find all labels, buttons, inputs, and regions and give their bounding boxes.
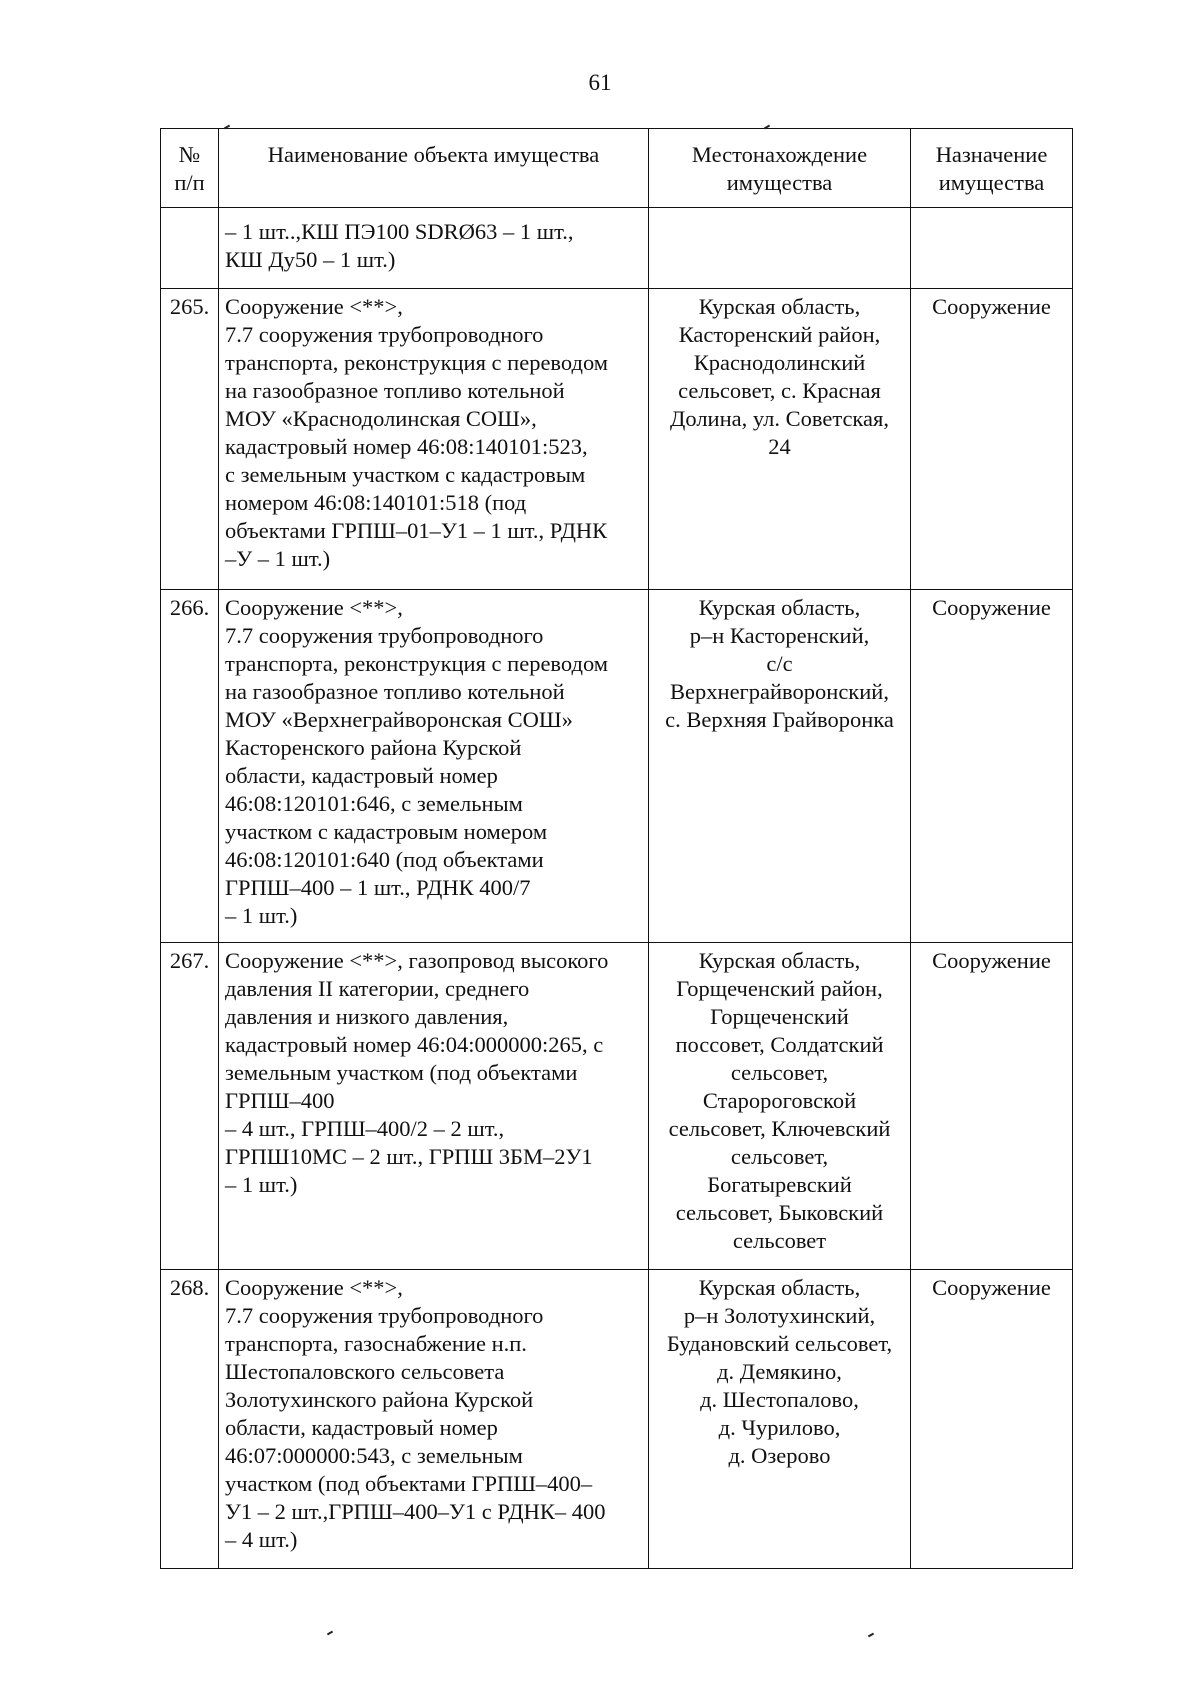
cell-location: Курская область, р–н Золотухинский, Будановский сельсовет, д. Демякино, д. Шестопалово, д. Чурилово, д. Озерово	[649, 1270, 911, 1569]
cell-purpose: Сооружение	[911, 590, 1073, 943]
cell-purpose	[911, 208, 1073, 289]
table-row	[161, 590, 1073, 943]
table-row	[161, 943, 1073, 1270]
table-row-continuation	[161, 208, 1073, 289]
scan-speck	[327, 1631, 333, 1636]
cell-num: 266.	[161, 590, 219, 943]
header-location: Местонахождение имущества	[649, 129, 911, 208]
cell-name: Сооружение <**>, газопровод высокого давления II категории, среднего давления и низкого давления, кадастровый номер 46:04:000000:265, с земельным участком (под объектами ГРПШ–400 – 4 шт., ГРПШ–400/2 – 2 шт., ГРПШ10МС – 2 шт., ГРПШ 3БМ–2У1 – 1 шт.)	[219, 943, 649, 1270]
cell-num: 267.	[161, 943, 219, 1270]
header-name: Наименование объекта имущества	[219, 129, 649, 208]
cell-name: Сооружение <**>, 7.7 сооружения трубопроводного транспорта, реконструкция с переводом на газообразное топливо котельной МОУ «Верхнеграйворонская СОШ» Касторенского района Курской области, кадастровый номер 46:08:120101:646, с земельным участком с кадастровым номером 46:08:120101:640 (под объектами ГРПШ–400 – 1 шт., РДНК 400/7 – 1 шт.)	[219, 590, 649, 943]
cell-num: 265.	[161, 289, 219, 590]
table-header-row	[161, 129, 1073, 208]
cell-num: 268.	[161, 1270, 219, 1569]
cell-name: Сооружение <**>, 7.7 сооружения трубопроводного транспорта, газоснабжение н.п. Шестопаловского сельсовета Золотухинского района Курской области, кадастровый номер 46:07:000000:543, с земельным участком (под объектами ГРПШ–400– У1 – 2 шт.,ГРПШ–400–У1 с РДНК– 400 – 4 шт.)	[219, 1270, 649, 1569]
cell-num	[161, 208, 219, 289]
table-row	[161, 1270, 1073, 1569]
property-table	[160, 128, 1073, 1569]
cell-purpose: Сооружение	[911, 1270, 1073, 1569]
scan-speck	[868, 1633, 874, 1638]
header-purpose: Назначение имущества	[911, 129, 1073, 208]
cell-location	[649, 208, 911, 289]
table-row	[161, 289, 1073, 590]
cell-location: Курская область, р–н Касторенский, с/с Верхнеграйворонский, с. Верхняя Грайворонка	[649, 590, 911, 943]
cell-name: – 1 шт..,КШ ПЭ100 SDRØ63 – 1 шт., КШ Ду50 – 1 шт.)	[219, 208, 649, 289]
cell-purpose: Сооружение	[911, 943, 1073, 1270]
cell-location: Курская область, Горщеченский район, Горщеченский поссовет, Солдатский сельсовет, Старороговской сельсовет, Ключевский сельсовет, Богатыревский сельсовет, Быковский сельсовет	[649, 943, 911, 1270]
cell-location: Курская область, Касторенский район, Краснодолинский сельсовет, с. Красная Долина, ул. Советская, 24	[649, 289, 911, 590]
header-num: № п/п	[161, 129, 219, 208]
cell-purpose: Сооружение	[911, 289, 1073, 590]
cell-name: Сооружение <**>, 7.7 сооружения трубопроводного транспорта, реконструкция с переводом на газообразное топливо котельной МОУ «Краснодолинская СОШ», кадастровый номер 46:08:140101:523, с земельным участком с кадастровым номером 46:08:140101:518 (под объектами ГРПШ–01–У1 – 1 шт., РДНК –У – 1 шт.)	[219, 289, 649, 590]
page-number: 61	[588, 70, 612, 95]
